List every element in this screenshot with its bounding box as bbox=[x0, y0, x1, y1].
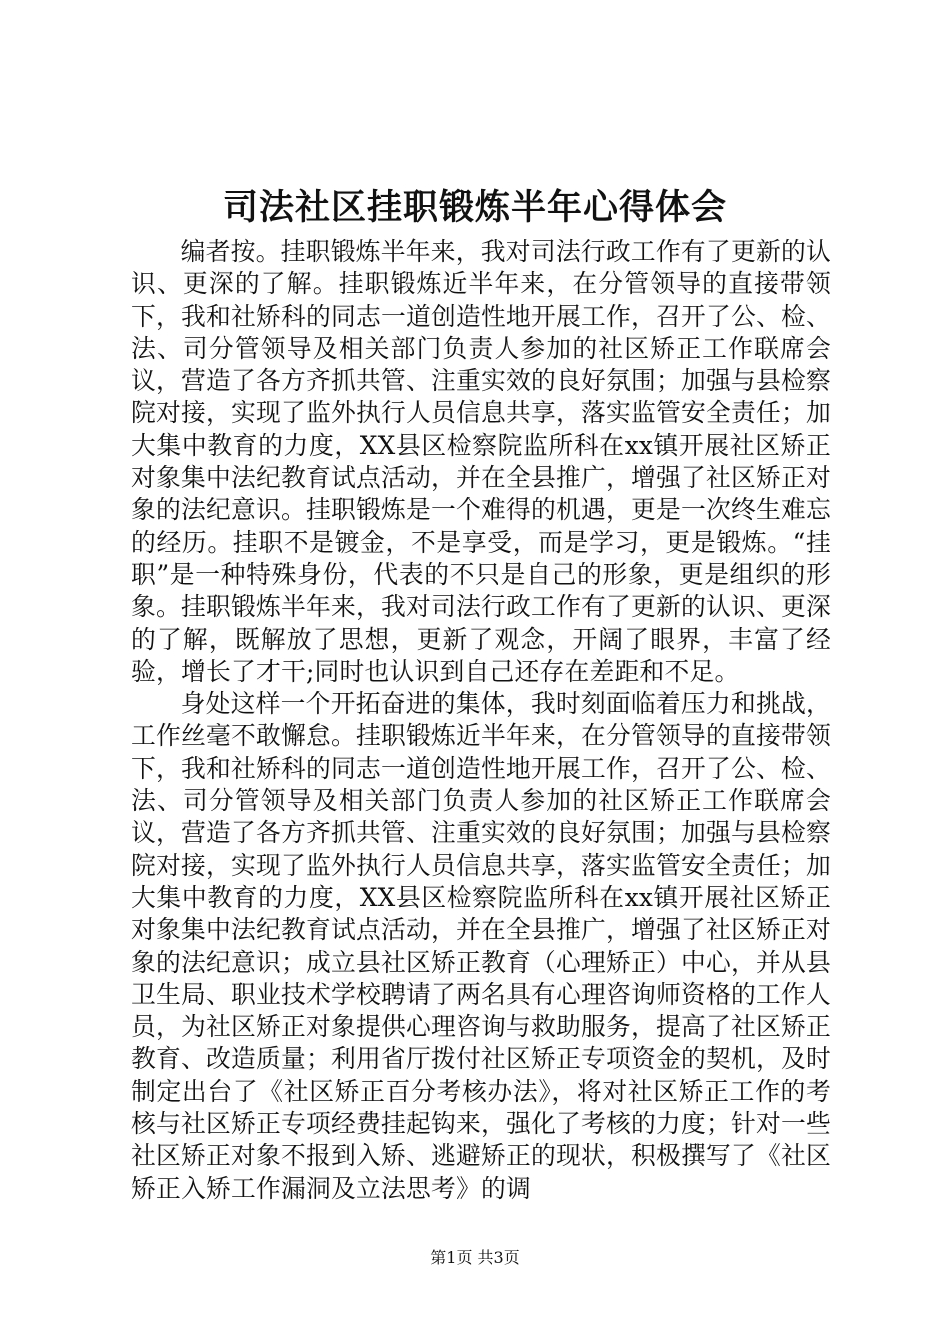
document-title: 司法社区挂职锻炼半年心得体会 bbox=[222, 187, 727, 228]
paragraph-1: 编者按。挂职锻炼半年来，我对司法行政工作有了更新的认识、更深的了解。挂职锻炼近半年来，在分管领导的直接带领下，我和社矫科的同志一道创造性地开展工作，召开了公、检、法、司分管领导及相关部门负责人参加的社区矫正工作联席会议，营造了各方齐抓共管、注重实效的良好氛围；加强与县检察院对接，实现了监外执行人员信息共享，落实监管安全责任；加大集中教育的力度，XX县区检察院监所科在xx镇开展社区矫正对象集中法纪教育试点活动，并在全县推广，增强了社区矫正对象的法纪意识。挂职锻炼是一个难得的机遇，更是一次终生难忘的经历。挂职不是镀金，不是享受，而是学习，更是锻炼。“挂职”是一种特殊身份，代表的不只是自己的形象，更是组织的形象。挂职锻炼半年来，我对司法行政工作有了更新的认识、更深的了解，既解放了思想，更新了观念，开阔了眼界，丰富了经验，增长了才干;同时也认识到自己还存在差距和不足。 bbox=[131, 237, 831, 686]
page-footer: 第1页 共3页 bbox=[430, 1248, 520, 1267]
paragraph-2: 身处这样一个开拓奋进的集体，我时刻面临着压力和挑战，工作丝毫不敢懈怠。挂职锻炼近半年来，在分管领导的直接带领下，我和社矫科的同志一道创造性地开展工作，召开了公、检、法、司分管领导及相关部门负责人参加的社区矫正工作联席会议，营造了各方齐抓共管、注重实效的良好氛围；加强与县检察院对接，实现了监外执行人员信息共享，落实监管安全责任；加大集中教育的力度，XX县区检察院监所科在xx镇开展社区矫正对象集中法纪教育试点活动，并在全县推广，增强了社区矫正对象的法纪意识；成立县社区矫正教育（心理矫正）中心，并从县卫生局、职业技术学校聘请了两名具有心理咨询师资格的工作人员，为社区矫正对象提供心理咨询与救助服务，提高了社区矫正教育、改造质量；利用省厅拨付社区矫正专项资金的契机，及时制定出台了《社区矫正百分考核办法》，将对社区矫正工作的考核与社区矫正专项经费挂起钩来，强化了考核的力度；针对一些社区矫正对象不报到入矫、逃避矫正的现状，积极撰写了《社区矫正入矫工作漏洞及立法思考》的调 bbox=[131, 689, 831, 1203]
document-body bbox=[131, 236, 831, 1205]
